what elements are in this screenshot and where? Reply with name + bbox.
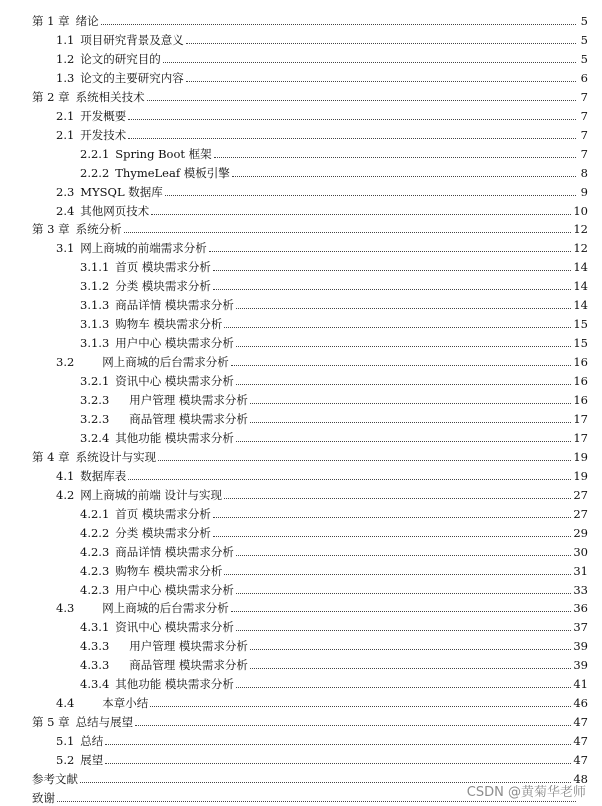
toc-entry-page: 37 xyxy=(573,620,588,635)
toc-entry-page: 16 xyxy=(573,393,588,407)
toc-entry-page: 7 xyxy=(580,127,588,142)
toc-entry-page: 5 xyxy=(580,14,588,28)
toc-entry-page: 16 xyxy=(573,355,588,370)
toc-entry[interactable] xyxy=(56,239,588,255)
dot-leader xyxy=(186,81,576,82)
toc-entry-title: 商品详情 模块需求分析 xyxy=(115,544,234,559)
toc-entry-page: 5 xyxy=(580,32,588,47)
toc-entry-title: 系统设计与实现 xyxy=(75,449,157,464)
dot-leader xyxy=(124,232,572,233)
toc-entry-title: 本章小结 xyxy=(102,696,149,711)
toc-entry-number: 第 5 章 xyxy=(32,715,70,730)
toc-entry-number: 1.2 xyxy=(56,51,75,66)
toc-entry[interactable] xyxy=(80,618,588,634)
toc-entry[interactable] xyxy=(56,353,588,369)
toc-entry[interactable] xyxy=(56,31,588,47)
toc-entry-number: 4.2.3 xyxy=(80,563,110,578)
dot-leader xyxy=(128,138,576,139)
toc-entry[interactable] xyxy=(32,220,588,236)
dot-leader xyxy=(105,763,571,764)
toc-entry[interactable] xyxy=(56,202,588,218)
dot-leader xyxy=(158,460,571,461)
toc-entry-title: 资讯中心 模块需求分析 xyxy=(115,374,234,389)
toc-entry-page: 5 xyxy=(580,51,588,66)
toc-entry-number: 4.1 xyxy=(56,468,75,483)
toc-entry-number: 3.1.1 xyxy=(80,260,110,275)
toc-entry-page: 30 xyxy=(573,544,588,559)
toc-entry-title: 其他网页技术 xyxy=(80,203,150,218)
dot-leader xyxy=(231,611,572,612)
toc-entry[interactable] xyxy=(80,164,588,180)
toc-entry-page: 33 xyxy=(573,582,588,597)
toc-entry-page: 39 xyxy=(573,658,588,673)
toc-entry-title: 商品管理 模块需求分析 xyxy=(129,658,248,673)
toc-entry-number: 5.1 xyxy=(56,734,75,749)
toc-entry-page: 19 xyxy=(573,468,588,483)
toc-entry-number: 3.1.3 xyxy=(80,317,110,332)
toc-entry[interactable] xyxy=(80,656,588,672)
toc-entry-title: 系统分析 xyxy=(75,222,122,237)
toc-entry-title: 总结与展望 xyxy=(75,715,134,730)
toc-entry-number: 4.2 xyxy=(56,487,75,502)
toc-entry[interactable] xyxy=(80,410,588,426)
dot-leader xyxy=(236,308,571,309)
toc-entry-title: 资讯中心 模块需求分析 xyxy=(115,620,234,635)
toc-entry[interactable] xyxy=(80,277,588,293)
toc-entry[interactable] xyxy=(56,732,588,748)
toc-entry-title: 论文的主要研究内容 xyxy=(80,70,184,85)
toc-entry[interactable] xyxy=(80,145,588,161)
dot-leader xyxy=(232,176,576,177)
toc-entry[interactable] xyxy=(56,599,588,615)
dot-leader xyxy=(250,649,571,650)
toc-entry-title: 购物车 模块需求分析 xyxy=(115,563,223,578)
toc-entry-title: 用户中心 模块需求分析 xyxy=(115,582,234,597)
toc-entry-number: 2.2.2 xyxy=(80,165,110,180)
toc-entry-number: 3.1.3 xyxy=(80,298,110,313)
toc-entry[interactable] xyxy=(80,315,588,331)
dot-leader xyxy=(236,593,571,594)
toc-entry-number: 4.3.4 xyxy=(80,677,110,692)
dot-leader xyxy=(151,214,571,215)
toc-entry[interactable] xyxy=(80,391,588,407)
toc-entry-page: 14 xyxy=(573,260,588,275)
toc-entry-page: 41 xyxy=(573,677,588,692)
toc-entry[interactable] xyxy=(80,372,588,388)
dot-leader xyxy=(214,157,576,158)
dot-leader xyxy=(163,62,576,63)
toc-entry-number: 3.2.4 xyxy=(80,430,110,445)
toc-entry-title: 首页 模块需求分析 xyxy=(115,506,211,521)
toc-entry-number: 4.3.3 xyxy=(80,639,110,654)
toc-entry-page: 27 xyxy=(573,487,588,502)
toc-entry-page: 48 xyxy=(573,772,588,786)
toc-entry[interactable] xyxy=(56,107,588,123)
toc-entry-title: 商品管理 模块需求分析 xyxy=(129,411,248,426)
dot-leader xyxy=(224,574,571,575)
toc-entry-title: MYSQL 数据库 xyxy=(80,184,163,199)
toc-entry[interactable] xyxy=(56,50,588,66)
toc-entry-page: 15 xyxy=(573,317,588,332)
toc-entry[interactable] xyxy=(80,296,588,312)
toc-entry-title: 项目研究背景及意义 xyxy=(80,32,184,47)
toc-entry-page: 10 xyxy=(573,203,588,218)
toc-entry-title: 开发概要 xyxy=(80,108,127,123)
dot-leader xyxy=(57,801,576,802)
toc-entry[interactable] xyxy=(32,12,588,28)
toc-entry-number: 第 2 章 xyxy=(32,89,70,104)
toc-entry-number: 2.3 xyxy=(56,184,75,199)
toc-entry-title: 参考文献 xyxy=(32,772,78,786)
toc-entry-title: 分类 模块需求分析 xyxy=(115,279,211,294)
toc-entry-title: 网上商城的前端 设计与实现 xyxy=(80,487,222,502)
dot-leader xyxy=(101,24,576,25)
toc-entry-number: 4.2.2 xyxy=(80,525,110,540)
toc-entry[interactable] xyxy=(56,467,588,483)
toc-entry-page: 17 xyxy=(573,430,588,445)
toc-entry[interactable] xyxy=(80,334,588,350)
dot-leader xyxy=(236,555,571,556)
toc-entry[interactable] xyxy=(56,183,588,199)
toc-entry-page: 7 xyxy=(580,89,588,104)
toc-entry-page: 39 xyxy=(573,639,588,654)
toc-entry-title: 致谢 xyxy=(32,790,55,805)
toc-entry-page: 14 xyxy=(573,298,588,313)
dot-leader xyxy=(128,479,571,480)
toc-entry[interactable] xyxy=(80,429,588,445)
toc-entry-page: 19 xyxy=(573,449,588,464)
toc-entry-title: 其他功能 模块需求分析 xyxy=(115,677,234,692)
toc-entry-title: 用户管理 模块需求分析 xyxy=(129,639,248,654)
toc-entry-page: 8 xyxy=(580,165,588,180)
toc-entry[interactable] xyxy=(80,562,588,578)
toc-entry-number: 4.4 xyxy=(56,696,75,711)
dot-leader xyxy=(209,251,572,252)
toc-entry-title: 开发技术 xyxy=(80,127,127,142)
toc-entry[interactable] xyxy=(80,258,588,274)
toc-entry-page: 17 xyxy=(573,411,588,426)
dot-leader xyxy=(105,744,571,745)
toc-entry-title: ThymeLeaf 模板引擎 xyxy=(115,165,230,180)
dot-leader xyxy=(236,346,571,347)
dot-leader xyxy=(250,422,571,423)
toc-entry-page: 15 xyxy=(573,336,588,351)
dot-leader xyxy=(150,706,571,707)
toc-entry-title: 首页 模块需求分析 xyxy=(115,260,211,275)
toc-entry-title: 展望 xyxy=(80,753,104,768)
toc-entry-page: 46 xyxy=(573,696,588,711)
dot-leader xyxy=(135,725,571,726)
toc-entry-page: 36 xyxy=(573,601,588,616)
dot-leader xyxy=(250,668,571,669)
toc-entry[interactable] xyxy=(32,448,588,464)
toc-entry-number: 3.2 xyxy=(56,355,75,370)
toc-entry-number: 1.3 xyxy=(56,70,75,85)
toc-entry-title: 网上商城的前端需求分析 xyxy=(80,241,207,256)
dot-leader xyxy=(236,441,571,442)
toc-entry-number: 4.2.1 xyxy=(80,506,110,521)
toc-entry[interactable] xyxy=(80,524,588,540)
toc-entry[interactable] xyxy=(80,505,588,521)
toc-entry-page: 12 xyxy=(573,222,588,237)
dot-leader xyxy=(147,100,576,101)
dot-leader xyxy=(213,289,571,290)
toc-entry-title: 分类 模块需求分析 xyxy=(115,525,211,540)
toc-entry-number: 2.2.1 xyxy=(80,146,110,161)
toc-entry[interactable] xyxy=(80,543,588,559)
toc-entry-page: 47 xyxy=(573,734,588,749)
toc-entry-number: 4.2.3 xyxy=(80,544,110,559)
toc-entry-title: 网上商城的后台需求分析 xyxy=(102,355,229,370)
toc-entry-number: 4.2.3 xyxy=(80,582,110,597)
toc-entry-number: 3.2.3 xyxy=(80,411,110,426)
toc-entry-title: 用户管理 模块需求分析 xyxy=(129,393,248,407)
toc-entry-page: 7 xyxy=(580,146,588,161)
toc-entry[interactable] xyxy=(56,751,588,767)
toc-entry-page: 27 xyxy=(573,506,588,521)
toc-entry-number: 4.3.3 xyxy=(80,658,110,673)
toc-entry-number: 3.2.1 xyxy=(80,374,110,389)
toc-entry[interactable] xyxy=(56,126,588,142)
toc-entry[interactable] xyxy=(32,713,588,729)
toc-entry[interactable] xyxy=(80,637,588,653)
toc-entry-number: 2.1 xyxy=(56,108,75,123)
dot-leader xyxy=(231,365,572,366)
toc-entry-page: 47 xyxy=(573,753,588,768)
toc-entry-title: 数据库表 xyxy=(80,468,127,483)
dot-leader xyxy=(250,403,571,404)
dot-leader xyxy=(165,195,576,196)
csdn-watermark: CSDN @黄菊华老师 xyxy=(466,785,586,800)
toc-entry-page: 7 xyxy=(580,108,588,123)
dot-leader xyxy=(236,630,571,631)
toc-entry-title: 用户中心 模块需求分析 xyxy=(115,336,234,351)
toc-entry-title: 网上商城的后台需求分析 xyxy=(102,601,229,616)
dot-leader xyxy=(213,517,571,518)
dot-leader xyxy=(224,498,571,499)
toc-entry-number: 2.4 xyxy=(56,203,75,218)
toc-entry[interactable] xyxy=(80,581,588,597)
dot-leader xyxy=(224,327,571,328)
toc-entry-page: 14 xyxy=(573,279,588,294)
toc-entry-number: 第 3 章 xyxy=(32,222,70,237)
dot-leader xyxy=(236,384,571,385)
toc-entry-title: 购物车 模块需求分析 xyxy=(115,317,223,332)
toc-entry[interactable] xyxy=(80,675,588,691)
toc-entry-page: 16 xyxy=(573,374,588,389)
toc-entry-number: 1.1 xyxy=(56,32,75,47)
dot-leader xyxy=(213,536,571,537)
toc-entry-number: 3.2.3 xyxy=(80,393,110,407)
toc-entry-number: 5.2 xyxy=(56,753,75,768)
toc-entry-title: 总结 xyxy=(80,734,104,749)
dot-leader xyxy=(128,119,576,120)
toc-entry-number: 2.1 xyxy=(56,127,75,142)
toc-entry-page: 6 xyxy=(580,70,588,85)
toc-entry-page: 12 xyxy=(573,241,588,256)
toc-entry-title: 绪论 xyxy=(75,14,99,28)
dot-leader xyxy=(186,43,576,44)
toc-entry-page: 31 xyxy=(573,563,588,578)
toc-entry[interactable] xyxy=(56,486,588,502)
toc-entry-number: 第 4 章 xyxy=(32,449,70,464)
toc-entry-title: 商品详情 模块需求分析 xyxy=(115,298,234,313)
toc-entry-title: Spring Boot 框架 xyxy=(115,146,212,161)
toc-entry[interactable] xyxy=(56,694,588,710)
toc-entry-title: 系统相关技术 xyxy=(75,89,145,104)
toc-entry-title: 论文的研究目的 xyxy=(80,51,161,66)
dot-leader xyxy=(213,270,571,271)
toc-entry-page: 29 xyxy=(573,525,588,540)
toc-entry-number: 3.1 xyxy=(56,241,75,256)
toc-entry-title: 其他功能 模块需求分析 xyxy=(115,430,234,445)
toc-entry-page: 9 xyxy=(580,184,588,199)
toc-entry[interactable] xyxy=(32,88,588,104)
toc-entry-number: 3.1.3 xyxy=(80,336,110,351)
toc-entry-page: 47 xyxy=(573,715,588,730)
toc-entry-number: 4.3 xyxy=(56,601,75,616)
dot-leader xyxy=(236,687,571,688)
toc-entry-number: 第 1 章 xyxy=(32,14,70,28)
toc-entry-number: 4.3.1 xyxy=(80,620,110,635)
toc-entry[interactable] xyxy=(56,69,588,85)
toc-entry-number: 3.1.2 xyxy=(80,279,110,294)
